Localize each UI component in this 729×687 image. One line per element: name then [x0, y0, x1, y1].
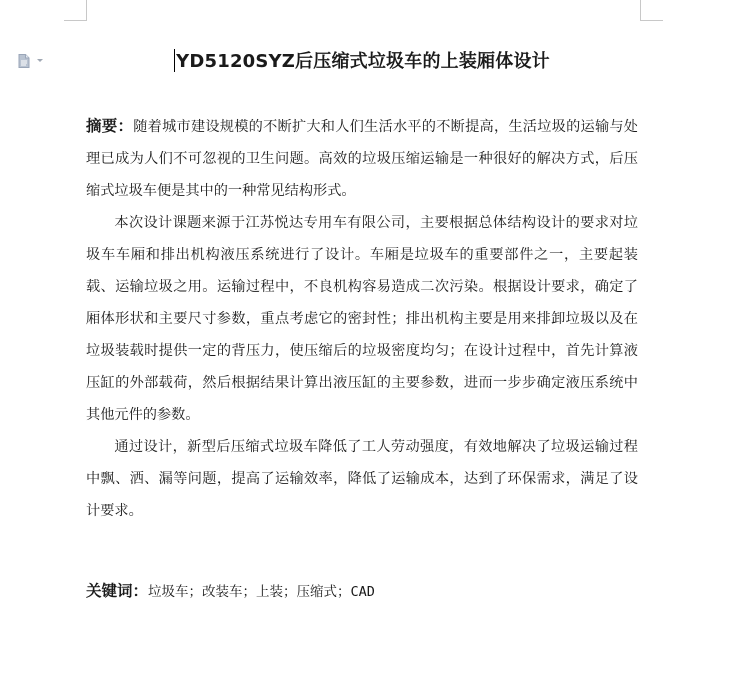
- chevron-down-icon[interactable]: [37, 59, 43, 62]
- page-corner-mark-left: [64, 0, 87, 21]
- abstract-label: 摘要：: [86, 117, 134, 135]
- document-title: [86, 48, 638, 76]
- keywords-label: 关键词：: [86, 582, 149, 600]
- keywords-line: [86, 575, 638, 608]
- body-paragraph-2: 通过设计，新型后压缩式垃圾车降低了工人劳动强度，有效地解决了垃圾运输过程中飘、洒、漏等问题，提高了运输效率，降低了运输成本，达到了环保需求，满足了设计要求。: [86, 439, 638, 519]
- abstract-text: 随着城市建设规模的不断扩大和人们生活水平的不断提高，生活垃圾的运输与处理已成为人们不可忽视的卫生问题。高效的垃圾压缩运输是一种很好的解决方式，后压缩式垃圾车便是其中的一种常见结构形式。: [86, 119, 638, 199]
- keywords-text: 垃圾车；改装车；上装；压缩式；CAD: [148, 584, 375, 600]
- page-corner-mark-right: [640, 0, 663, 21]
- document-title-text: YD5120SYZ后压缩式垃圾车的上装厢体设计: [176, 51, 550, 72]
- text-cursor: [174, 49, 175, 72]
- abstract-paragraph: [86, 110, 638, 207]
- body-paragraph-1: 本次设计课题来源于江苏悦达专用车有限公司，主要根据总体结构设计的要求对垃圾车车厢和排出机构液压系统进行了设计。车厢是垃圾车的重要部件之一，主要起装载、运输垃圾之用。运输过程中，不良机构容易造成二次污染。根据设计要求，确定了厢体形状和主要尺寸参数，重点考虑它的密封性；排出机构主要是用来排卸垃圾以及在垃圾装载时提供一定的背压力，使压缩后的垃圾密度均匀；在设计过程中，首先计算液压缸的外部载荷，然后根据结果计算出液压缸的主要参数，进而一步步确定液压系统中其他元件的参数。: [86, 215, 638, 423]
- document-page[interactable]: [86, 48, 638, 608]
- document-page-icon[interactable]: [18, 54, 30, 68]
